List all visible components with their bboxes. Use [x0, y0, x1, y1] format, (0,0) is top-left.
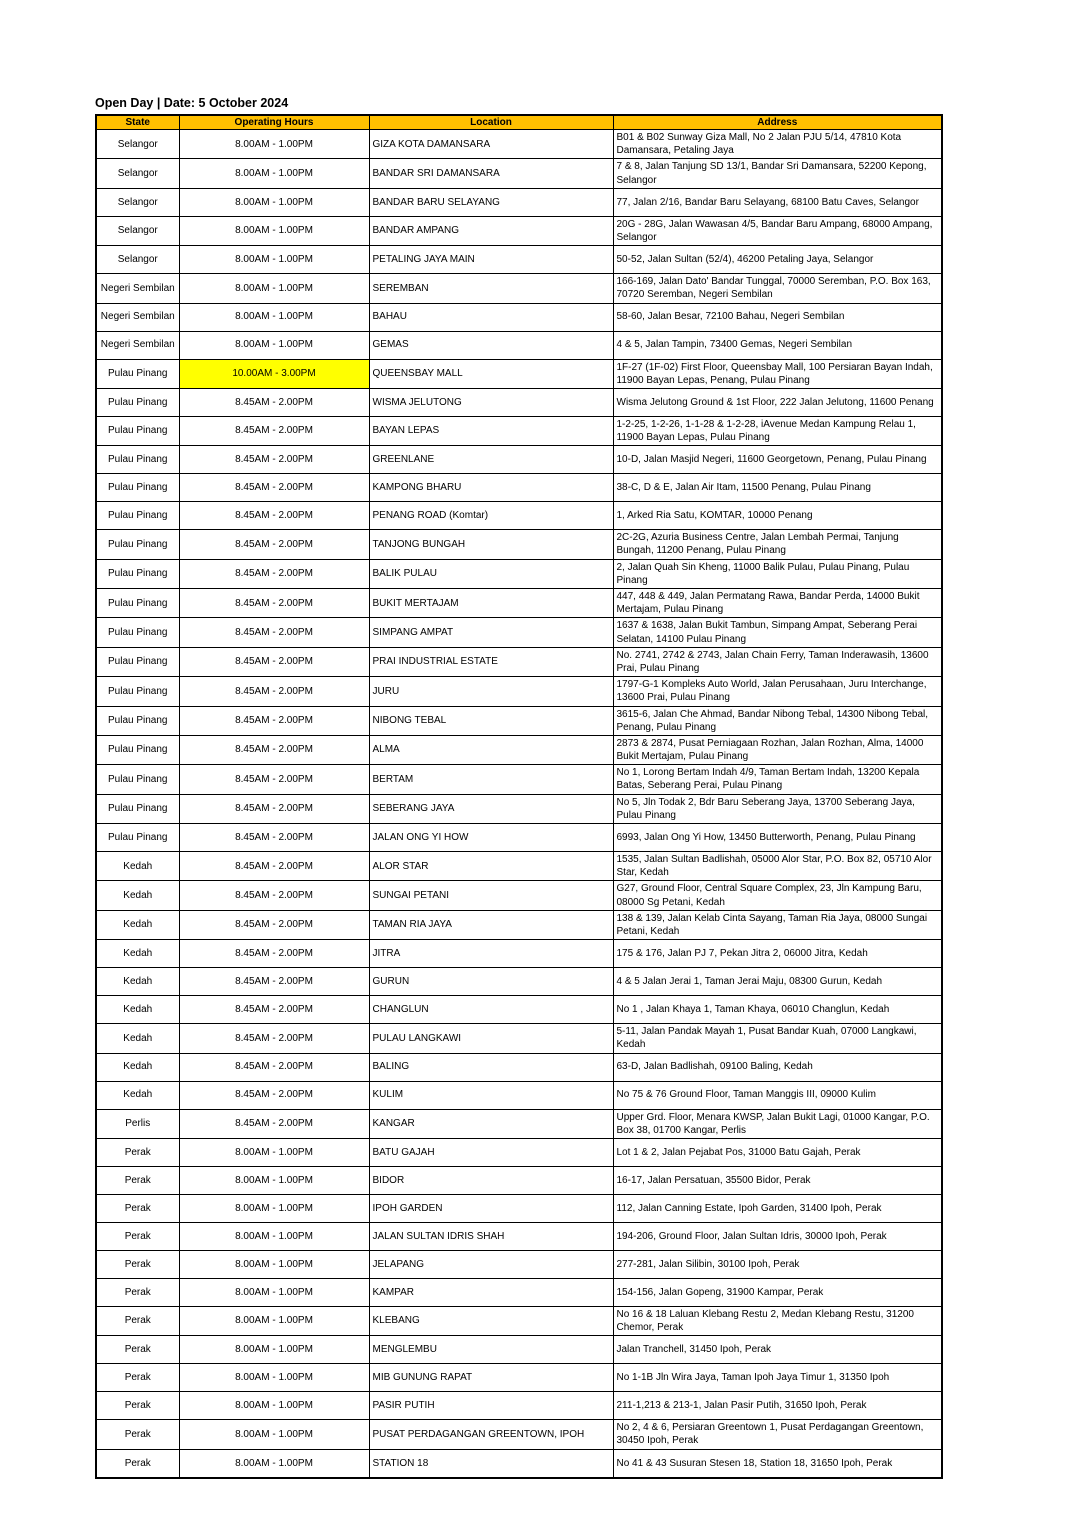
- state-cell: Kedah: [96, 940, 179, 968]
- location-cell: KAMPONG BHARU: [369, 474, 613, 502]
- table-row: [96, 1278, 942, 1306]
- location-cell: BALIK PULAU: [369, 559, 613, 588]
- state-cell: Kedah: [96, 1024, 179, 1053]
- state-cell: Pulau Pinang: [96, 677, 179, 706]
- col-header-location: Location: [369, 115, 613, 130]
- address-cell: 1535, Jalan Sultan Badlishah, 05000 Alor Star, P.O. Box 82, 05710 Alor Star, Kedah: [613, 852, 942, 881]
- location-cell: KLEBANG: [369, 1306, 613, 1335]
- hours-cell: 8.00AM - 1.00PM: [179, 1449, 369, 1478]
- state-cell: Kedah: [96, 852, 179, 881]
- hours-cell: 8.45AM - 2.00PM: [179, 968, 369, 996]
- location-cell: GREENLANE: [369, 446, 613, 474]
- address-cell: 1797-G-1 Kompleks Auto World, Jalan Perusahaan, Juru Interchange, 13600 Prai, Pulau Pinang: [613, 677, 942, 706]
- address-cell: 194-206, Ground Floor, Jalan Sultan Idris, 30000 Ipoh, Perak: [613, 1222, 942, 1250]
- table-row: [96, 765, 942, 794]
- state-cell: Perak: [96, 1392, 179, 1420]
- table-row: [96, 559, 942, 588]
- state-cell: Perak: [96, 1306, 179, 1335]
- location-cell: MIB GUNUNG RAPAT: [369, 1364, 613, 1392]
- table-row: [96, 1392, 942, 1420]
- state-cell: Pulau Pinang: [96, 559, 179, 588]
- address-cell: 5-11, Jalan Pandak Mayah 1, Pusat Bandar Kuah, 07000 Langkawi, Kedah: [613, 1024, 942, 1053]
- table-row: [96, 188, 942, 216]
- location-cell: ALOR STAR: [369, 852, 613, 881]
- table-row: [96, 1138, 942, 1166]
- location-cell: BANDAR BARU SELAYANG: [369, 188, 613, 216]
- location-cell: PETALING JAYA MAIN: [369, 246, 613, 274]
- table-row: [96, 1336, 942, 1364]
- table-row: [96, 1109, 942, 1138]
- location-cell: PRAI INDUSTRIAL ESTATE: [369, 647, 613, 676]
- state-cell: Pulau Pinang: [96, 735, 179, 764]
- table-row: [96, 1250, 942, 1278]
- address-cell: 2C-2G, Azuria Business Centre, Jalan Lembah Permai, Tanjung Bungah, 11200 Penang, Pulau Pinang: [613, 530, 942, 559]
- hours-cell: 8.45AM - 2.00PM: [179, 618, 369, 647]
- location-cell: JELAPANG: [369, 1250, 613, 1278]
- table-row: [96, 852, 942, 881]
- hours-cell: 8.45AM - 2.00PM: [179, 1109, 369, 1138]
- state-cell: Kedah: [96, 910, 179, 939]
- hours-cell: 8.45AM - 2.00PM: [179, 765, 369, 794]
- hours-cell: 8.00AM - 1.00PM: [179, 216, 369, 245]
- address-cell: 50-52, Jalan Sultan (52/4), 46200 Petaling Jaya, Selangor: [613, 246, 942, 274]
- state-cell: Pulau Pinang: [96, 474, 179, 502]
- hours-cell: 8.45AM - 2.00PM: [179, 1024, 369, 1053]
- table-row: [96, 735, 942, 764]
- address-cell: 38-C, D & E, Jalan Air Itam, 11500 Penang, Pulau Pinang: [613, 474, 942, 502]
- location-cell: GEMAS: [369, 331, 613, 359]
- state-cell: Pulau Pinang: [96, 618, 179, 647]
- location-cell: IPOH GARDEN: [369, 1194, 613, 1222]
- table-row: [96, 589, 942, 618]
- state-cell: Pulau Pinang: [96, 446, 179, 474]
- table-body: [96, 130, 942, 1478]
- location-cell: PULAU LANGKAWI: [369, 1024, 613, 1053]
- address-cell: 7 & 8, Jalan Tanjung SD 13/1, Bandar Sri Damansara, 52200 Kepong, Selangor: [613, 159, 942, 188]
- location-cell: BAHAU: [369, 303, 613, 331]
- address-cell: 4 & 5, Jalan Tampin, 73400 Gemas, Negeri Sembilan: [613, 331, 942, 359]
- state-cell: Kedah: [96, 1081, 179, 1109]
- address-cell: 1, Arked Ria Satu, KOMTAR, 10000 Penang: [613, 502, 942, 530]
- address-cell: 77, Jalan 2/16, Bandar Baru Selayang, 68100 Batu Caves, Selangor: [613, 188, 942, 216]
- location-cell: TANJONG BUNGAH: [369, 530, 613, 559]
- address-cell: G27, Ground Floor, Central Square Complex, 23, Jln Kampung Baru, 08000 Sg Petani, Kedah: [613, 881, 942, 910]
- branch-table: [95, 114, 943, 1479]
- address-cell: 154-156, Jalan Gopeng, 31900 Kampar, Perak: [613, 1278, 942, 1306]
- hours-cell: 8.00AM - 1.00PM: [179, 1306, 369, 1335]
- state-cell: Perlis: [96, 1109, 179, 1138]
- address-cell: 138 & 139, Jalan Kelab Cinta Sayang, Taman Ria Jaya, 08000 Sungai Petani, Kedah: [613, 910, 942, 939]
- state-cell: Perak: [96, 1336, 179, 1364]
- hours-cell: 8.45AM - 2.00PM: [179, 647, 369, 676]
- hours-cell: 8.00AM - 1.00PM: [179, 1336, 369, 1364]
- location-cell: TAMAN RIA JAYA: [369, 910, 613, 939]
- address-cell: 277-281, Jalan Silibin, 30100 Ipoh, Perak: [613, 1250, 942, 1278]
- location-cell: KANGAR: [369, 1109, 613, 1138]
- hours-cell: 8.45AM - 2.00PM: [179, 852, 369, 881]
- location-cell: PENANG ROAD (Komtar): [369, 502, 613, 530]
- location-cell: GURUN: [369, 968, 613, 996]
- location-cell: BIDOR: [369, 1166, 613, 1194]
- location-cell: JALAN SULTAN IDRIS SHAH: [369, 1222, 613, 1250]
- table-row: [96, 647, 942, 676]
- state-cell: Selangor: [96, 246, 179, 274]
- state-cell: Pulau Pinang: [96, 794, 179, 823]
- location-cell: STATION 18: [369, 1449, 613, 1478]
- hours-cell: 8.45AM - 2.00PM: [179, 794, 369, 823]
- address-cell: 20G - 28G, Jalan Wawasan 4/5, Bandar Baru Ampang, 68000 Ampang, Selangor: [613, 216, 942, 245]
- table-row: [96, 159, 942, 188]
- location-cell: KAMPAR: [369, 1278, 613, 1306]
- state-cell: Perak: [96, 1138, 179, 1166]
- location-cell: BAYAN LEPAS: [369, 416, 613, 445]
- hours-cell: 8.00AM - 1.00PM: [179, 1392, 369, 1420]
- address-cell: 1-2-25, 1-2-26, 1-1-28 & 1-2-28, iAvenue Medan Kampung Relau 1, 11900 Bayan Lepas, Pulau Pinang: [613, 416, 942, 445]
- location-cell: JALAN ONG YI HOW: [369, 824, 613, 852]
- hours-cell: 8.45AM - 2.00PM: [179, 1081, 369, 1109]
- address-cell: 112, Jalan Canning Estate, Ipoh Garden, 31400 Ipoh, Perak: [613, 1194, 942, 1222]
- state-cell: Perak: [96, 1449, 179, 1478]
- col-header-state: State: [96, 115, 179, 130]
- state-cell: Perak: [96, 1250, 179, 1278]
- table-row: [96, 940, 942, 968]
- table-header-row: [96, 115, 942, 130]
- state-cell: Pulau Pinang: [96, 359, 179, 388]
- state-cell: Pulau Pinang: [96, 824, 179, 852]
- state-cell: Pulau Pinang: [96, 530, 179, 559]
- hours-cell: 8.00AM - 1.00PM: [179, 331, 369, 359]
- col-header-hours: Operating Hours: [179, 115, 369, 130]
- hours-cell: 8.45AM - 2.00PM: [179, 735, 369, 764]
- hours-cell: 8.00AM - 1.00PM: [179, 1194, 369, 1222]
- table-row: [96, 824, 942, 852]
- state-cell: Selangor: [96, 159, 179, 188]
- address-cell: Jalan Tranchell, 31450 Ipoh, Perak: [613, 1336, 942, 1364]
- table-row: [96, 274, 942, 303]
- location-cell: PASIR PUTIH: [369, 1392, 613, 1420]
- hours-cell: 8.00AM - 1.00PM: [179, 274, 369, 303]
- address-cell: 211-1,213 & 213-1, Jalan Pasir Putih, 31650 Ipoh, Perak: [613, 1392, 942, 1420]
- address-cell: No 75 & 76 Ground Floor, Taman Manggis III, 09000 Kulim: [613, 1081, 942, 1109]
- state-cell: Perak: [96, 1194, 179, 1222]
- hours-cell: 8.45AM - 2.00PM: [179, 446, 369, 474]
- address-cell: No. 2741, 2742 & 2743, Jalan Chain Ferry, Taman Inderawasih, 13600 Prai, Pulau Pinang: [613, 647, 942, 676]
- hours-cell: 8.45AM - 2.00PM: [179, 530, 369, 559]
- state-cell: Perak: [96, 1364, 179, 1392]
- location-cell: JITRA: [369, 940, 613, 968]
- table-row: [96, 474, 942, 502]
- state-cell: Kedah: [96, 968, 179, 996]
- table-row: [96, 388, 942, 416]
- hours-cell: 10.00AM - 3.00PM: [179, 359, 369, 388]
- address-cell: B01 & B02 Sunway Giza Mall, No 2 Jalan PJU 5/14, 47810 Kota Damansara, Petaling Jaya: [613, 130, 942, 159]
- location-cell: SIMPANG AMPAT: [369, 618, 613, 647]
- address-cell: No 1-1B Jln Wira Jaya, Taman Ipoh Jaya Timur 1, 31350 Ipoh: [613, 1364, 942, 1392]
- hours-cell: 8.00AM - 1.00PM: [179, 1138, 369, 1166]
- table-row: [96, 1306, 942, 1335]
- address-cell: 2, Jalan Quah Sin Kheng, 11000 Balik Pulau, Pulau Pinang, Pulau Pinang: [613, 559, 942, 588]
- state-cell: Selangor: [96, 130, 179, 159]
- address-cell: No 5, Jln Todak 2, Bdr Baru Seberang Jaya, 13700 Seberang Jaya, Pulau Pinang: [613, 794, 942, 823]
- table-row: [96, 246, 942, 274]
- state-cell: Pulau Pinang: [96, 765, 179, 794]
- table-row: [96, 1053, 942, 1081]
- location-cell: QUEENSBAY MALL: [369, 359, 613, 388]
- location-cell: SUNGAI PETANI: [369, 881, 613, 910]
- state-cell: Negeri Sembilan: [96, 274, 179, 303]
- location-cell: BUKIT MERTAJAM: [369, 589, 613, 618]
- location-cell: CHANGLUN: [369, 996, 613, 1024]
- table-row: [96, 416, 942, 445]
- state-cell: Kedah: [96, 881, 179, 910]
- table-row: [96, 216, 942, 245]
- address-cell: Lot 1 & 2, Jalan Pejabat Pos, 31000 Batu Gajah, Perak: [613, 1138, 942, 1166]
- state-cell: Pulau Pinang: [96, 502, 179, 530]
- hours-cell: 8.00AM - 1.00PM: [179, 303, 369, 331]
- location-cell: KULIM: [369, 1081, 613, 1109]
- hours-cell: 8.45AM - 2.00PM: [179, 996, 369, 1024]
- table-row: [96, 706, 942, 735]
- location-cell: SEREMBAN: [369, 274, 613, 303]
- state-cell: Selangor: [96, 216, 179, 245]
- address-cell: No 1 , Jalan Khaya 1, Taman Khaya, 06010 Changlun, Kedah: [613, 996, 942, 1024]
- address-cell: No 41 & 43 Susuran Stesen 18, Station 18, 31650 Ipoh, Perak: [613, 1449, 942, 1478]
- hours-cell: 8.45AM - 2.00PM: [179, 559, 369, 588]
- state-cell: Negeri Sembilan: [96, 303, 179, 331]
- state-cell: Perak: [96, 1166, 179, 1194]
- table-row: [96, 502, 942, 530]
- table-row: [96, 881, 942, 910]
- table-row: [96, 1166, 942, 1194]
- hours-cell: 8.00AM - 1.00PM: [179, 159, 369, 188]
- table-row: [96, 1024, 942, 1053]
- hours-cell: 8.00AM - 1.00PM: [179, 1364, 369, 1392]
- location-cell: BANDAR AMPANG: [369, 216, 613, 245]
- hours-cell: 8.45AM - 2.00PM: [179, 881, 369, 910]
- state-cell: Kedah: [96, 996, 179, 1024]
- location-cell: NIBONG TEBAL: [369, 706, 613, 735]
- state-cell: Negeri Sembilan: [96, 331, 179, 359]
- location-cell: ALMA: [369, 735, 613, 764]
- table-row: [96, 1194, 942, 1222]
- address-cell: 175 & 176, Jalan PJ 7, Pekan Jitra 2, 06000 Jitra, Kedah: [613, 940, 942, 968]
- table-row: [96, 1222, 942, 1250]
- state-cell: Selangor: [96, 188, 179, 216]
- table-row: [96, 530, 942, 559]
- location-cell: JURU: [369, 677, 613, 706]
- table-row: [96, 331, 942, 359]
- hours-cell: 8.45AM - 2.00PM: [179, 589, 369, 618]
- location-cell: PUSAT PERDAGANGAN GREENTOWN, IPOH: [369, 1420, 613, 1449]
- table-row: [96, 1364, 942, 1392]
- location-cell: BERTAM: [369, 765, 613, 794]
- hours-cell: 8.45AM - 2.00PM: [179, 706, 369, 735]
- table-row: [96, 359, 942, 388]
- address-cell: 63-D, Jalan Badlishah, 09100 Baling, Kedah: [613, 1053, 942, 1081]
- table-row: [96, 446, 942, 474]
- state-cell: Perak: [96, 1278, 179, 1306]
- state-cell: Perak: [96, 1420, 179, 1449]
- table-row: [96, 303, 942, 331]
- location-cell: WISMA JELUTONG: [369, 388, 613, 416]
- address-cell: No 2, 4 & 6, Persiaran Greentown 1, Pusat Perdagangan Greentown, 30450 Ipoh, Perak: [613, 1420, 942, 1449]
- hours-cell: 8.00AM - 1.00PM: [179, 188, 369, 216]
- state-cell: Perak: [96, 1222, 179, 1250]
- hours-cell: 8.00AM - 1.00PM: [179, 1222, 369, 1250]
- table-row: [96, 1449, 942, 1478]
- hours-cell: 8.00AM - 1.00PM: [179, 1250, 369, 1278]
- table-row: [96, 1420, 942, 1449]
- location-cell: GIZA KOTA DAMANSARA: [369, 130, 613, 159]
- col-header-address: Address: [613, 115, 942, 130]
- table-row: [96, 677, 942, 706]
- address-cell: 10-D, Jalan Masjid Negeri, 11600 Georgetown, Penang, Pulau Pinang: [613, 446, 942, 474]
- location-cell: BALING: [369, 1053, 613, 1081]
- state-cell: Pulau Pinang: [96, 589, 179, 618]
- location-cell: MENGLEMBU: [369, 1336, 613, 1364]
- address-cell: 1637 & 1638, Jalan Bukit Tambun, Simpang Ampat, Seberang Perai Selatan, 14100 Pulau Pinang: [613, 618, 942, 647]
- address-cell: 1F-27 (1F-02) First Floor, Queensbay Mall, 100 Persiaran Bayan Indah, 11900 Bayan Lepas, Penang, Pulau Pinang: [613, 359, 942, 388]
- address-cell: 2873 & 2874, Pusat Perniagaan Rozhan, Jalan Rozhan, Alma, 14000 Bukit Mertajam, Pulau Pinang: [613, 735, 942, 764]
- state-cell: Kedah: [96, 1053, 179, 1081]
- address-cell: 6993, Jalan Ong Yi How, 13450 Butterworth, Penang, Pulau Pinang: [613, 824, 942, 852]
- address-cell: 16-17, Jalan Persatuan, 35500 Bidor, Perak: [613, 1166, 942, 1194]
- location-cell: BANDAR SRI DAMANSARA: [369, 159, 613, 188]
- hours-cell: 8.45AM - 2.00PM: [179, 416, 369, 445]
- table-row: [96, 1081, 942, 1109]
- hours-cell: 8.45AM - 2.00PM: [179, 677, 369, 706]
- location-cell: BATU GAJAH: [369, 1138, 613, 1166]
- table-row: [96, 996, 942, 1024]
- table-row: [96, 618, 942, 647]
- page-title: Open Day | Date: 5 October 2024: [95, 96, 289, 110]
- hours-cell: 8.00AM - 1.00PM: [179, 246, 369, 274]
- hours-cell: 8.00AM - 1.00PM: [179, 1420, 369, 1449]
- location-cell: SEBERANG JAYA: [369, 794, 613, 823]
- hours-cell: 8.00AM - 1.00PM: [179, 130, 369, 159]
- hours-cell: 8.45AM - 2.00PM: [179, 940, 369, 968]
- table-row: [96, 968, 942, 996]
- state-cell: Pulau Pinang: [96, 416, 179, 445]
- address-cell: No 1, Lorong Bertam Indah 4/9, Taman Bertam Indah, 13200 Kepala Batas, Seberang Perai, Pulau Pinang: [613, 765, 942, 794]
- state-cell: Pulau Pinang: [96, 388, 179, 416]
- hours-cell: 8.45AM - 2.00PM: [179, 910, 369, 939]
- state-cell: Pulau Pinang: [96, 647, 179, 676]
- hours-cell: 8.00AM - 1.00PM: [179, 1278, 369, 1306]
- hours-cell: 8.45AM - 2.00PM: [179, 474, 369, 502]
- address-cell: 58-60, Jalan Besar, 72100 Bahau, Negeri Sembilan: [613, 303, 942, 331]
- address-cell: Wisma Jelutong Ground & 1st Floor, 222 Jalan Jelutong, 11600 Penang: [613, 388, 942, 416]
- address-cell: 3615-6, Jalan Che Ahmad, Bandar Nibong Tebal, 14300 Nibong Tebal, Penang, Pulau Pinang: [613, 706, 942, 735]
- table-row: [96, 910, 942, 939]
- address-cell: 166-169, Jalan Dato' Bandar Tunggal, 70000 Seremban, P.O. Box 163, 70720 Seremban, Negeri Sembilan: [613, 274, 942, 303]
- hours-cell: 8.45AM - 2.00PM: [179, 1053, 369, 1081]
- table-row: [96, 794, 942, 823]
- hours-cell: 8.45AM - 2.00PM: [179, 502, 369, 530]
- address-cell: No 16 & 18 Laluan Klebang Restu 2, Medan Klebang Restu, 31200 Chemor, Perak: [613, 1306, 942, 1335]
- state-cell: Pulau Pinang: [96, 706, 179, 735]
- address-cell: 4 & 5 Jalan Jerai 1, Taman Jerai Maju, 08300 Gurun, Kedah: [613, 968, 942, 996]
- hours-cell: 8.45AM - 2.00PM: [179, 388, 369, 416]
- hours-cell: 8.00AM - 1.00PM: [179, 1166, 369, 1194]
- address-cell: 447, 448 & 449, Jalan Permatang Rawa, Bandar Perda, 14000 Bukit Mertajam, Pulau Pinang: [613, 589, 942, 618]
- address-cell: Upper Grd. Floor, Menara KWSP, Jalan Bukit Lagi, 01000 Kangar, P.O. Box 38, 01700 Kangar, Perlis: [613, 1109, 942, 1138]
- hours-cell: 8.45AM - 2.00PM: [179, 824, 369, 852]
- table-row: [96, 130, 942, 159]
